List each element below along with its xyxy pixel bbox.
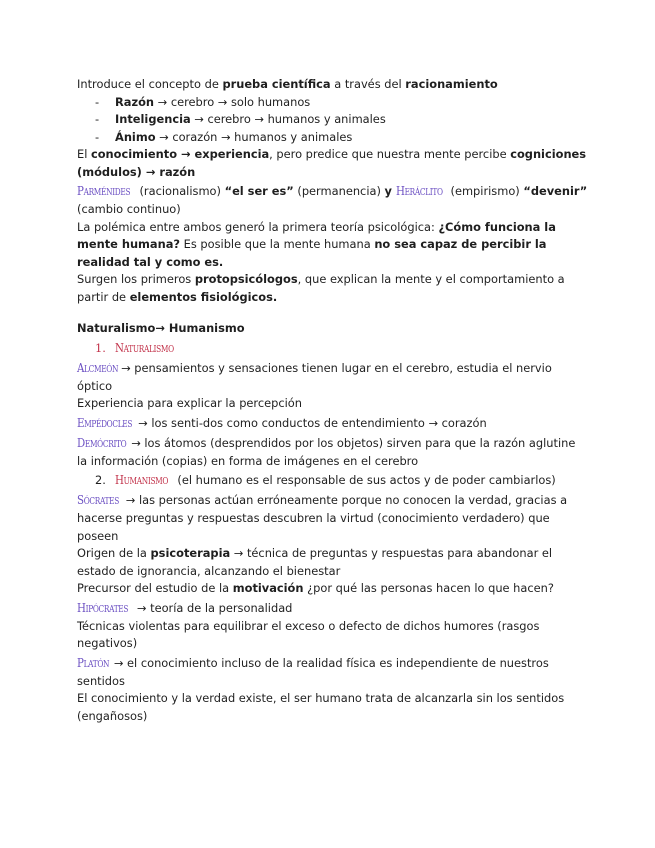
socrates-line-3 bbox=[77, 528, 577, 546]
bold-text: ¿Cómo funciona la bbox=[438, 219, 556, 234]
text: Es posible que la mente humana bbox=[180, 237, 375, 251]
text: (permanencia) bbox=[293, 184, 385, 198]
text: Surgen los primeros bbox=[77, 272, 195, 286]
text: poseen bbox=[77, 528, 119, 543]
empedocles-line bbox=[77, 413, 577, 433]
polemica-line-3 bbox=[77, 254, 577, 272]
bold-text: protopsicólogos bbox=[194, 272, 298, 286]
text: Precursor del estudio de la bbox=[77, 581, 233, 595]
polemica-line-2 bbox=[77, 236, 577, 254]
platon-line bbox=[77, 653, 577, 673]
text: (racionalismo) bbox=[135, 184, 225, 198]
philosopher-name: Hipócrates bbox=[77, 599, 129, 615]
bullet-item bbox=[77, 94, 577, 112]
text: → las personas actúan erróneamente porque no conocen la verdad, gracias a bbox=[122, 493, 568, 507]
parmenides-line bbox=[77, 181, 588, 201]
bullet-dash: - bbox=[95, 94, 100, 109]
text: la información (copias) en forma de imágenes en el cerebro bbox=[77, 453, 419, 468]
platon-line-4 bbox=[77, 708, 577, 726]
conocimiento-line bbox=[77, 146, 587, 164]
democrito-line bbox=[77, 433, 577, 453]
bold-text: realidad tal y como es. bbox=[77, 254, 224, 269]
text: → el conocimiento incluso de la realidad física es independiente de nuestros bbox=[110, 655, 549, 670]
document-body bbox=[77, 76, 588, 725]
list-number: 1. bbox=[95, 340, 106, 355]
alcmeon-line bbox=[77, 358, 577, 378]
section-title: Naturalismo bbox=[115, 339, 174, 355]
platon-line-3 bbox=[77, 690, 577, 708]
text: El bbox=[77, 147, 91, 161]
socrates-line-5 bbox=[77, 563, 577, 581]
bold-text: “devenir” bbox=[523, 184, 588, 198]
list-number: 2. bbox=[95, 473, 106, 487]
socrates-line bbox=[77, 490, 577, 510]
platon-line-2 bbox=[77, 673, 577, 691]
section-heading bbox=[77, 320, 577, 338]
bold-text: mente humana? bbox=[77, 237, 181, 251]
parmenides-line-2 bbox=[77, 201, 577, 219]
text: → corazón → humanos y animales bbox=[155, 129, 353, 144]
bold-text: psicoterapia bbox=[150, 546, 231, 560]
intro-line bbox=[77, 76, 577, 94]
bold-text: Razón bbox=[115, 94, 155, 109]
text: ¿por qué las personas hacen lo que hacen? bbox=[303, 581, 554, 595]
bold-text: “el ser es” bbox=[224, 184, 294, 198]
text: , que explican la mente y el comportamiento a bbox=[297, 272, 565, 286]
numbered-heading-2 bbox=[77, 470, 577, 490]
text: negativos) bbox=[77, 636, 138, 650]
bold-text: no sea capaz de percibir la bbox=[374, 237, 547, 251]
bold-text: cogniciones bbox=[510, 147, 587, 161]
philosopher-name: Empédocles bbox=[77, 414, 133, 430]
polemica-line-1 bbox=[77, 219, 577, 237]
socrates-line-4 bbox=[77, 545, 577, 563]
hipocrates-line bbox=[77, 598, 577, 618]
text: a través del bbox=[330, 77, 406, 91]
text: partir de bbox=[77, 289, 130, 304]
philosopher-name: Parménides bbox=[77, 183, 131, 198]
text: → cerebro → solo humanos bbox=[154, 94, 311, 109]
bold-text: motivación bbox=[232, 581, 304, 595]
philosopher-name: Platón bbox=[77, 654, 110, 670]
hipocrates-line-3 bbox=[77, 635, 577, 653]
text: → técnica de preguntas y respuestas para abandonar el bbox=[230, 546, 553, 560]
text: (cambio continuo) bbox=[77, 202, 181, 216]
text: óptico bbox=[77, 378, 113, 393]
text: (empirismo) bbox=[446, 184, 524, 198]
surgen-line-1 bbox=[77, 271, 577, 289]
bold-text: Inteligencia bbox=[115, 112, 191, 126]
bullet-item bbox=[77, 111, 577, 129]
text: → cerebro → humanos y animales bbox=[190, 112, 386, 126]
text: → teoría de la personalidad bbox=[133, 600, 293, 615]
philosopher-name: Heráclito bbox=[395, 183, 443, 198]
philosopher-name: Alcmeón bbox=[77, 359, 119, 375]
bullet-item bbox=[77, 129, 577, 147]
text: Origen de la bbox=[77, 546, 151, 560]
text: → pensamientos y sensaciones tienen lugar en el cerebro, estudia el nervio bbox=[121, 360, 552, 375]
numbered-heading-1 bbox=[77, 338, 577, 358]
text: Experiencia para explicar la percepción bbox=[77, 396, 302, 410]
hipocrates-line-2 bbox=[77, 618, 577, 636]
bold-text: (módulos) → razón bbox=[77, 164, 196, 179]
heading-text: Naturalismo→ Humanismo bbox=[77, 321, 245, 335]
text: La polémica entre ambos generó la primera teoría psicológica: bbox=[77, 219, 439, 234]
spacer bbox=[77, 306, 577, 320]
bold-text: elementos fisiológicos. bbox=[129, 289, 278, 304]
democrito-line-2 bbox=[77, 453, 577, 471]
bold-text: prueba científica bbox=[222, 77, 331, 91]
conocimiento-line-2 bbox=[77, 164, 577, 182]
text: (engañosos) bbox=[77, 708, 148, 723]
text: estado de ignorancia, alcanzando el bienestar bbox=[77, 563, 341, 578]
socrates-line-6 bbox=[77, 580, 577, 598]
bold-text: Ánimo bbox=[115, 129, 156, 144]
bullet-dash: - bbox=[95, 112, 100, 126]
text: Técnicas violentas para equilibrar el exceso o defecto de dichos humores (rasgos bbox=[77, 618, 540, 633]
alcmeon-line-2 bbox=[77, 378, 577, 396]
alcmeon-line-3 bbox=[77, 395, 577, 413]
section-title: Humanismo bbox=[115, 472, 169, 487]
text: → los senti-dos como conductos de entendimiento → corazón bbox=[138, 415, 487, 430]
text: El conocimiento y la verdad existe, el ser humano trata de alcanzarla sin los sentidos bbox=[77, 691, 565, 705]
bold-text: y bbox=[384, 184, 396, 198]
surgen-line-2 bbox=[77, 289, 577, 307]
text: Introduce el concepto de bbox=[77, 77, 223, 91]
bold-text: racionamiento bbox=[405, 77, 498, 91]
bold-text: conocimiento → experiencia bbox=[90, 147, 270, 161]
text: sentidos bbox=[77, 673, 125, 688]
text: hacerse preguntas y respuestas descubren la virtud (conocimiento verdadero) que bbox=[77, 511, 550, 525]
philosopher-name: Demócrito bbox=[77, 434, 127, 450]
philosopher-name: Sócrates bbox=[77, 492, 119, 507]
text: , pero predice que nuestra mente percibe bbox=[269, 147, 511, 161]
bullet-dash: - bbox=[95, 129, 100, 144]
socrates-line-2 bbox=[77, 510, 577, 528]
text: → los átomos (desprendidos por los objetos) sirven para que la razón aglutine bbox=[131, 435, 576, 450]
text: (el humano es el responsable de sus actos y de poder cambiarlos) bbox=[173, 473, 556, 487]
